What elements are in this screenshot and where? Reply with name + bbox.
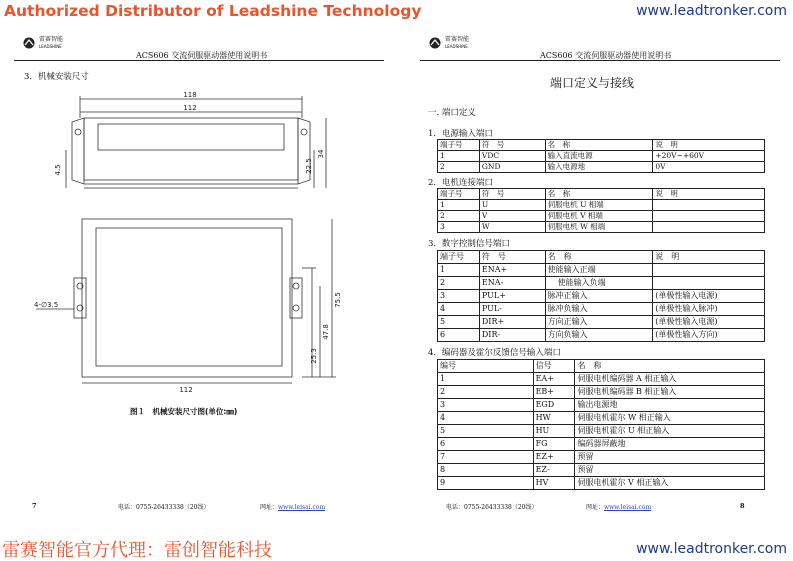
header-cell: 名 称 [545,189,653,200]
table-cell: 2 [438,386,534,399]
table-cell: 脉冲正输入 [545,290,653,303]
table-row [438,211,765,222]
table-cell: 输入电源地 [545,162,653,173]
table-cell [653,277,765,290]
logo-name: 雷赛智能 [39,36,64,43]
table-cell: EZ+ [533,451,575,464]
table-cell: DIR+ [479,316,545,329]
table-cell: EB+ [533,386,575,399]
table-cell: 5 [438,425,534,438]
encoder-port-table [437,359,765,490]
table-cell: 伺服电机霍尔 W 相正输入 [575,412,765,425]
table-cell: HU [533,425,575,438]
table-row [438,222,765,233]
table-cell [653,200,765,211]
left-footer-phone: 电话：0755-26433338（20线） [118,504,210,511]
table-cell: 3 [438,290,480,303]
table-cell: (单极性输入电源) [653,316,765,329]
table-row [438,162,765,173]
right-footer-url[interactable]: www.leisai.com [604,504,652,511]
logo-name: 雷赛智能 [445,36,470,43]
right-footer-web-label: 网址： [586,504,605,511]
table-cell: 预留 [575,464,765,477]
table-cell: 预留 [575,451,765,464]
table-cell: 伺服电机编码器 B 相正输入 [575,386,765,399]
table-cell: 伺服电机 U 相端 [545,200,653,211]
dim-h3: 25.3 [310,348,318,364]
table-cell: HV [533,477,575,490]
table-header-row [438,140,765,151]
header-cell: 符 号 [479,189,545,200]
table-cell: 3 [438,222,480,233]
table-row [438,451,765,464]
left-page-number: 7 [32,502,37,510]
table-cell: 伺服电机 V 相端 [545,211,653,222]
table-cell: 编码器屏蔽地 [575,438,765,451]
header-cell: 符 号 [479,140,545,151]
table-row [438,151,765,162]
dim-h1: 75.5 [334,292,342,308]
power-port-table [437,139,765,173]
figure-caption: 图１ 机械安装尺寸图(单位:㎜) [130,407,238,416]
table-cell: PUL+ [479,290,545,303]
header-cell: 端子号 [438,140,480,151]
control-port-table [437,250,765,342]
table-row [438,200,765,211]
left-footer-web-label: 网址： [260,504,279,511]
table-cell: EZ- [533,464,575,477]
table-cell: 1 [438,200,480,211]
table-cell: DIR- [479,329,545,342]
table-row [438,264,765,277]
table-cell: 伺服电机编码器 A 相正输入 [575,373,765,386]
encoder-port-title: 4．编码器及霍尔反馈信号输入端口 [428,348,561,358]
table-cell: 0V [653,162,765,173]
table-cell: 6 [438,329,480,342]
table-cell: 输出电源地 [575,399,765,412]
left-page [14,36,384,516]
table-cell: EA+ [533,373,575,386]
table-row [438,399,765,412]
logo-mark-icon [428,37,442,49]
table-cell: +20V~+60V [653,151,765,162]
header-cell: 说 明 [653,189,765,200]
right-footer-phone: 电话：0755-26433338（20线） [446,504,538,511]
table-cell: FG [533,438,575,451]
port-definition-subheading: 一. 端口定义 [428,108,476,118]
table-cell: V [479,211,545,222]
table-row [438,277,765,290]
table-cell [653,264,765,277]
table-header-row [438,189,765,200]
table-row [438,464,765,477]
port-definition-heading: 端口定义与接线 [550,76,635,90]
table-cell: ENA- [479,277,545,290]
header-cell: 符 号 [479,251,545,264]
table-row [438,438,765,451]
dim-top-outer: 118 [183,91,197,99]
motor-port-title: 2．电机连接端口 [428,178,493,188]
table-cell: 4 [438,303,480,316]
table-cell: 2 [438,211,480,222]
dim-hole: 4-∅3.5 [34,301,59,309]
table-row [438,303,765,316]
table-cell: (单极性输入方向) [653,329,765,342]
table-row [438,316,765,329]
table-row [438,412,765,425]
table-cell: 方向正输入 [545,316,653,329]
header-cell: 名 称 [545,251,653,264]
table-cell: 脉冲负输入 [545,303,653,316]
header-cell: 说 明 [653,251,765,264]
table-cell: 伺服电机霍尔 U 相正输入 [575,425,765,438]
control-port-title: 3．数字控制信号端口 [428,239,510,249]
table-header-row [438,360,765,373]
table-cell: 输入直流电源 [545,151,653,162]
motor-port-table [437,188,765,233]
table-cell: 2 [438,162,480,173]
left-header-title: ACS606 交流伺服驱动器使用说明书 [136,51,268,60]
table-row [438,386,765,399]
table-cell: 伺服电机霍尔 V 相正输入 [575,477,765,490]
table-cell: 使能输入负端 [545,277,653,290]
header-cell: 端子号 [438,251,480,264]
table-cell: (单极性输入脉冲) [653,303,765,316]
table-cell: (单极性输入电源) [653,290,765,303]
table-cell: 7 [438,451,534,464]
header-rule [420,60,780,61]
dim-side-b: 22.5 [305,158,313,174]
left-footer-url[interactable]: www.leisai.com [278,504,326,511]
header-cell: 名 称 [545,140,653,151]
logo-sub: LEADSHINE [39,44,62,49]
dim-top-inner: 112 [183,104,197,112]
header-cell: 名 称 [575,360,765,373]
power-port-title: 1．电源输入端口 [428,129,493,139]
right-page [420,36,780,516]
table-cell [653,222,765,233]
table-cell: 4 [438,412,534,425]
table-header-row [438,251,765,264]
distributor-banner: Authorized Distributor of Leadshine Technology [4,2,422,20]
table-cell [653,211,765,222]
table-cell: 1 [438,373,534,386]
table-cell: PUL- [479,303,545,316]
table-cell: 9 [438,477,534,490]
table-cell: 1 [438,264,480,277]
table-cell: EGD [533,399,575,412]
table-row [438,477,765,490]
distributor-url-bottom[interactable]: www.leadtronker.com [636,541,787,557]
table-cell: 6 [438,438,534,451]
logo-sub: LEADSHINE [445,44,468,49]
header-cell: 说 明 [653,140,765,151]
right-header-title: ACS606 交流伺服驱动器使用说明书 [540,51,672,60]
header-cell: 信号 [533,360,575,373]
dim-side-c: 34 [317,149,325,159]
table-row [438,329,765,342]
mechanical-drawing [14,36,384,401]
agent-banner: 雷赛智能官方代理：雷创智能科技 [2,540,272,561]
table-cell: U [479,200,545,211]
table-cell: VDC [479,151,545,162]
mech-section-title: 3．机械安装尺寸 [24,72,89,82]
table-cell: 伺服电机 W 相端 [545,222,653,233]
table-cell: W [479,222,545,233]
table-row [438,373,765,386]
table-cell: 方向负输入 [545,329,653,342]
table-row [438,425,765,438]
header-cell: 编号 [438,360,534,373]
dim-h2: 47.8 [322,324,330,340]
table-row [438,290,765,303]
dim-side-a: 4.5 [54,164,62,176]
table-cell: GND [479,162,545,173]
table-cell: HW [533,412,575,425]
table-cell: ENA+ [479,264,545,277]
dim-bottom: 112 [179,386,193,394]
header-cell: 端子号 [438,189,480,200]
table-cell: 2 [438,277,480,290]
table-cell: 8 [438,464,534,477]
table-cell: 1 [438,151,480,162]
table-cell: 3 [438,399,534,412]
table-cell: 使能输入正端 [545,264,653,277]
distributor-url-top[interactable]: www.leadtronker.com [636,3,787,19]
table-cell: 5 [438,316,480,329]
right-page-number: 8 [740,502,745,510]
leadshine-logo-right [428,36,469,50]
